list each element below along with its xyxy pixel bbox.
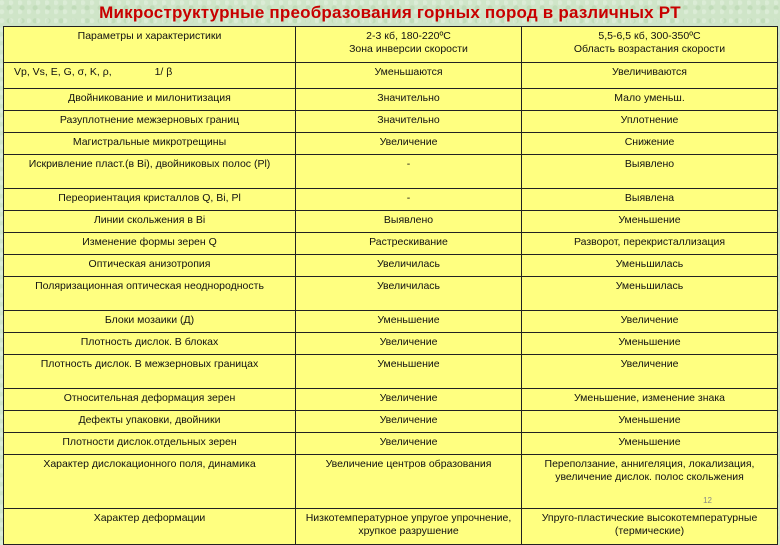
parameter-cell: Переориентация кристаллов Q, Bi, Pl — [4, 189, 296, 211]
table-row — [4, 355, 778, 389]
cell-zone-increase: Уменьшение — [522, 333, 778, 355]
cell-zone-increase: Снижение — [522, 133, 778, 155]
table-row — [4, 155, 778, 189]
cell-zone-increase: Уменьшение — [522, 211, 778, 233]
table-row — [4, 333, 778, 355]
cell-zone-increase: Мало уменьш. — [522, 89, 778, 111]
table-row — [4, 411, 778, 433]
parameter-cell: Относительная деформация зерен — [4, 389, 296, 411]
cell-zone-increase: Переползание, аннигеляция, локализация, увеличение дислок. полос скольжения — [522, 455, 778, 509]
parameter-cell: Магистральные микротрещины — [4, 133, 296, 155]
table-row — [4, 455, 778, 509]
cell-zone-inversion: Выявлено — [296, 211, 522, 233]
cell-zone-inversion: - — [296, 155, 522, 189]
header-zone-increase — [522, 27, 778, 63]
table-row — [4, 189, 778, 211]
table-row — [4, 111, 778, 133]
cell-zone-increase: Уменьшение — [522, 411, 778, 433]
parameter-cell: Линии скольжения в Bi — [4, 211, 296, 233]
cell-zone-increase: Уменьшилась — [522, 255, 778, 277]
cell-zone-inversion: Увеличение — [296, 333, 522, 355]
cell-zone-increase: Упруго-пластические высокотемпературные (термические) — [522, 509, 778, 545]
header-col3-line1: 5,5-6,5 кб, 300-350ºС — [598, 30, 701, 42]
cell-zone-inversion: Низкотемпературное упругое упрочнение, хрупкое разрушение — [296, 509, 522, 545]
params-inverse: 1/ β — [154, 66, 173, 78]
cell-zone-inversion: Значительно — [296, 111, 522, 133]
table-row — [4, 89, 778, 111]
table-row — [4, 311, 778, 333]
header-zone-inversion — [296, 27, 522, 63]
header-params: Параметры и характеристики — [4, 27, 296, 63]
parameter-cell: Плотности дислок.отдельных зерен — [4, 433, 296, 455]
parameter-cell: Характер дислокационного поля, динамика — [4, 455, 296, 509]
cell-zone-inversion: Уменьшаются — [296, 63, 522, 89]
table-row — [4, 211, 778, 233]
cell-zone-inversion: Увеличилась — [296, 277, 522, 311]
cell-zone-increase: Увеличиваются — [522, 63, 778, 89]
parameter-cell: Двойникование и милонитизация — [4, 89, 296, 111]
parameter-cell: Искривление пласт.(в Bi), двойниковых полос (Pl) — [4, 155, 296, 189]
table-row — [4, 509, 778, 545]
table-row — [4, 133, 778, 155]
params-cell — [4, 63, 296, 89]
parameter-cell: Дефекты упаковки, двойники — [4, 411, 296, 433]
cell-zone-inversion: Растрескивание — [296, 233, 522, 255]
parameter-cell: Блоки мозаики (Д) — [4, 311, 296, 333]
cell-zone-increase: Выявлена — [522, 189, 778, 211]
cell-zone-increase: Разворот, перекристаллизация — [522, 233, 778, 255]
table-header-row — [4, 27, 778, 63]
table-row — [4, 433, 778, 455]
cell-zone-inversion: Значительно — [296, 89, 522, 111]
cell-zone-inversion: Увеличение центров образования — [296, 455, 522, 509]
parameter-cell: Характер деформации — [4, 509, 296, 545]
parameter-cell: Поляризационная оптическая неоднородность — [4, 277, 296, 311]
table-row — [4, 277, 778, 311]
header-col2-line1: 2-3 кб, 180-220ºС — [366, 30, 451, 42]
cell-zone-increase: Уменьшение, изменение знака — [522, 389, 778, 411]
cell-zone-increase: Уменьшение — [522, 433, 778, 455]
table-row — [4, 233, 778, 255]
table-row — [4, 389, 778, 411]
data-table — [3, 26, 778, 545]
parameter-cell: Изменение формы зерен Q — [4, 233, 296, 255]
table-row — [4, 63, 778, 89]
parameter-cell: Плотность дислок. В межзерновых границах — [4, 355, 296, 389]
page-number: 12 — [703, 496, 712, 505]
parameter-cell: Плотность дислок. В блоках — [4, 333, 296, 355]
params-symbols: Vp, Vs, E, G, σ, K, ρ, — [14, 66, 112, 78]
cell-zone-increase: Уплотнение — [522, 111, 778, 133]
cell-zone-increase: Увеличение — [522, 355, 778, 389]
cell-zone-inversion: Увеличилась — [296, 255, 522, 277]
cell-zone-inversion: Увеличение — [296, 433, 522, 455]
parameter-cell: Оптическая анизотропия — [4, 255, 296, 277]
page-title: Микроструктурные преобразования горных пород в различных PT — [99, 3, 681, 22]
table-row — [4, 255, 778, 277]
cell-zone-increase: Уменьшилась — [522, 277, 778, 311]
cell-zone-inversion: Уменьшение — [296, 311, 522, 333]
cell-zone-inversion: Увеличение — [296, 389, 522, 411]
parameter-cell: Разуплотнение межзерновых границ — [4, 111, 296, 133]
header-col3-line2: Область возрастания скорости — [573, 43, 726, 55]
header-col2-line2: Зона инверсии скорости — [349, 43, 468, 55]
cell-zone-increase: Увеличение — [522, 311, 778, 333]
cell-zone-inversion: Уменьшение — [296, 355, 522, 389]
cell-zone-inversion: Увеличение — [296, 133, 522, 155]
cell-zone-increase: Выявлено — [522, 155, 778, 189]
cell-zone-inversion: Увеличение — [296, 411, 522, 433]
cell-zone-inversion: - — [296, 189, 522, 211]
